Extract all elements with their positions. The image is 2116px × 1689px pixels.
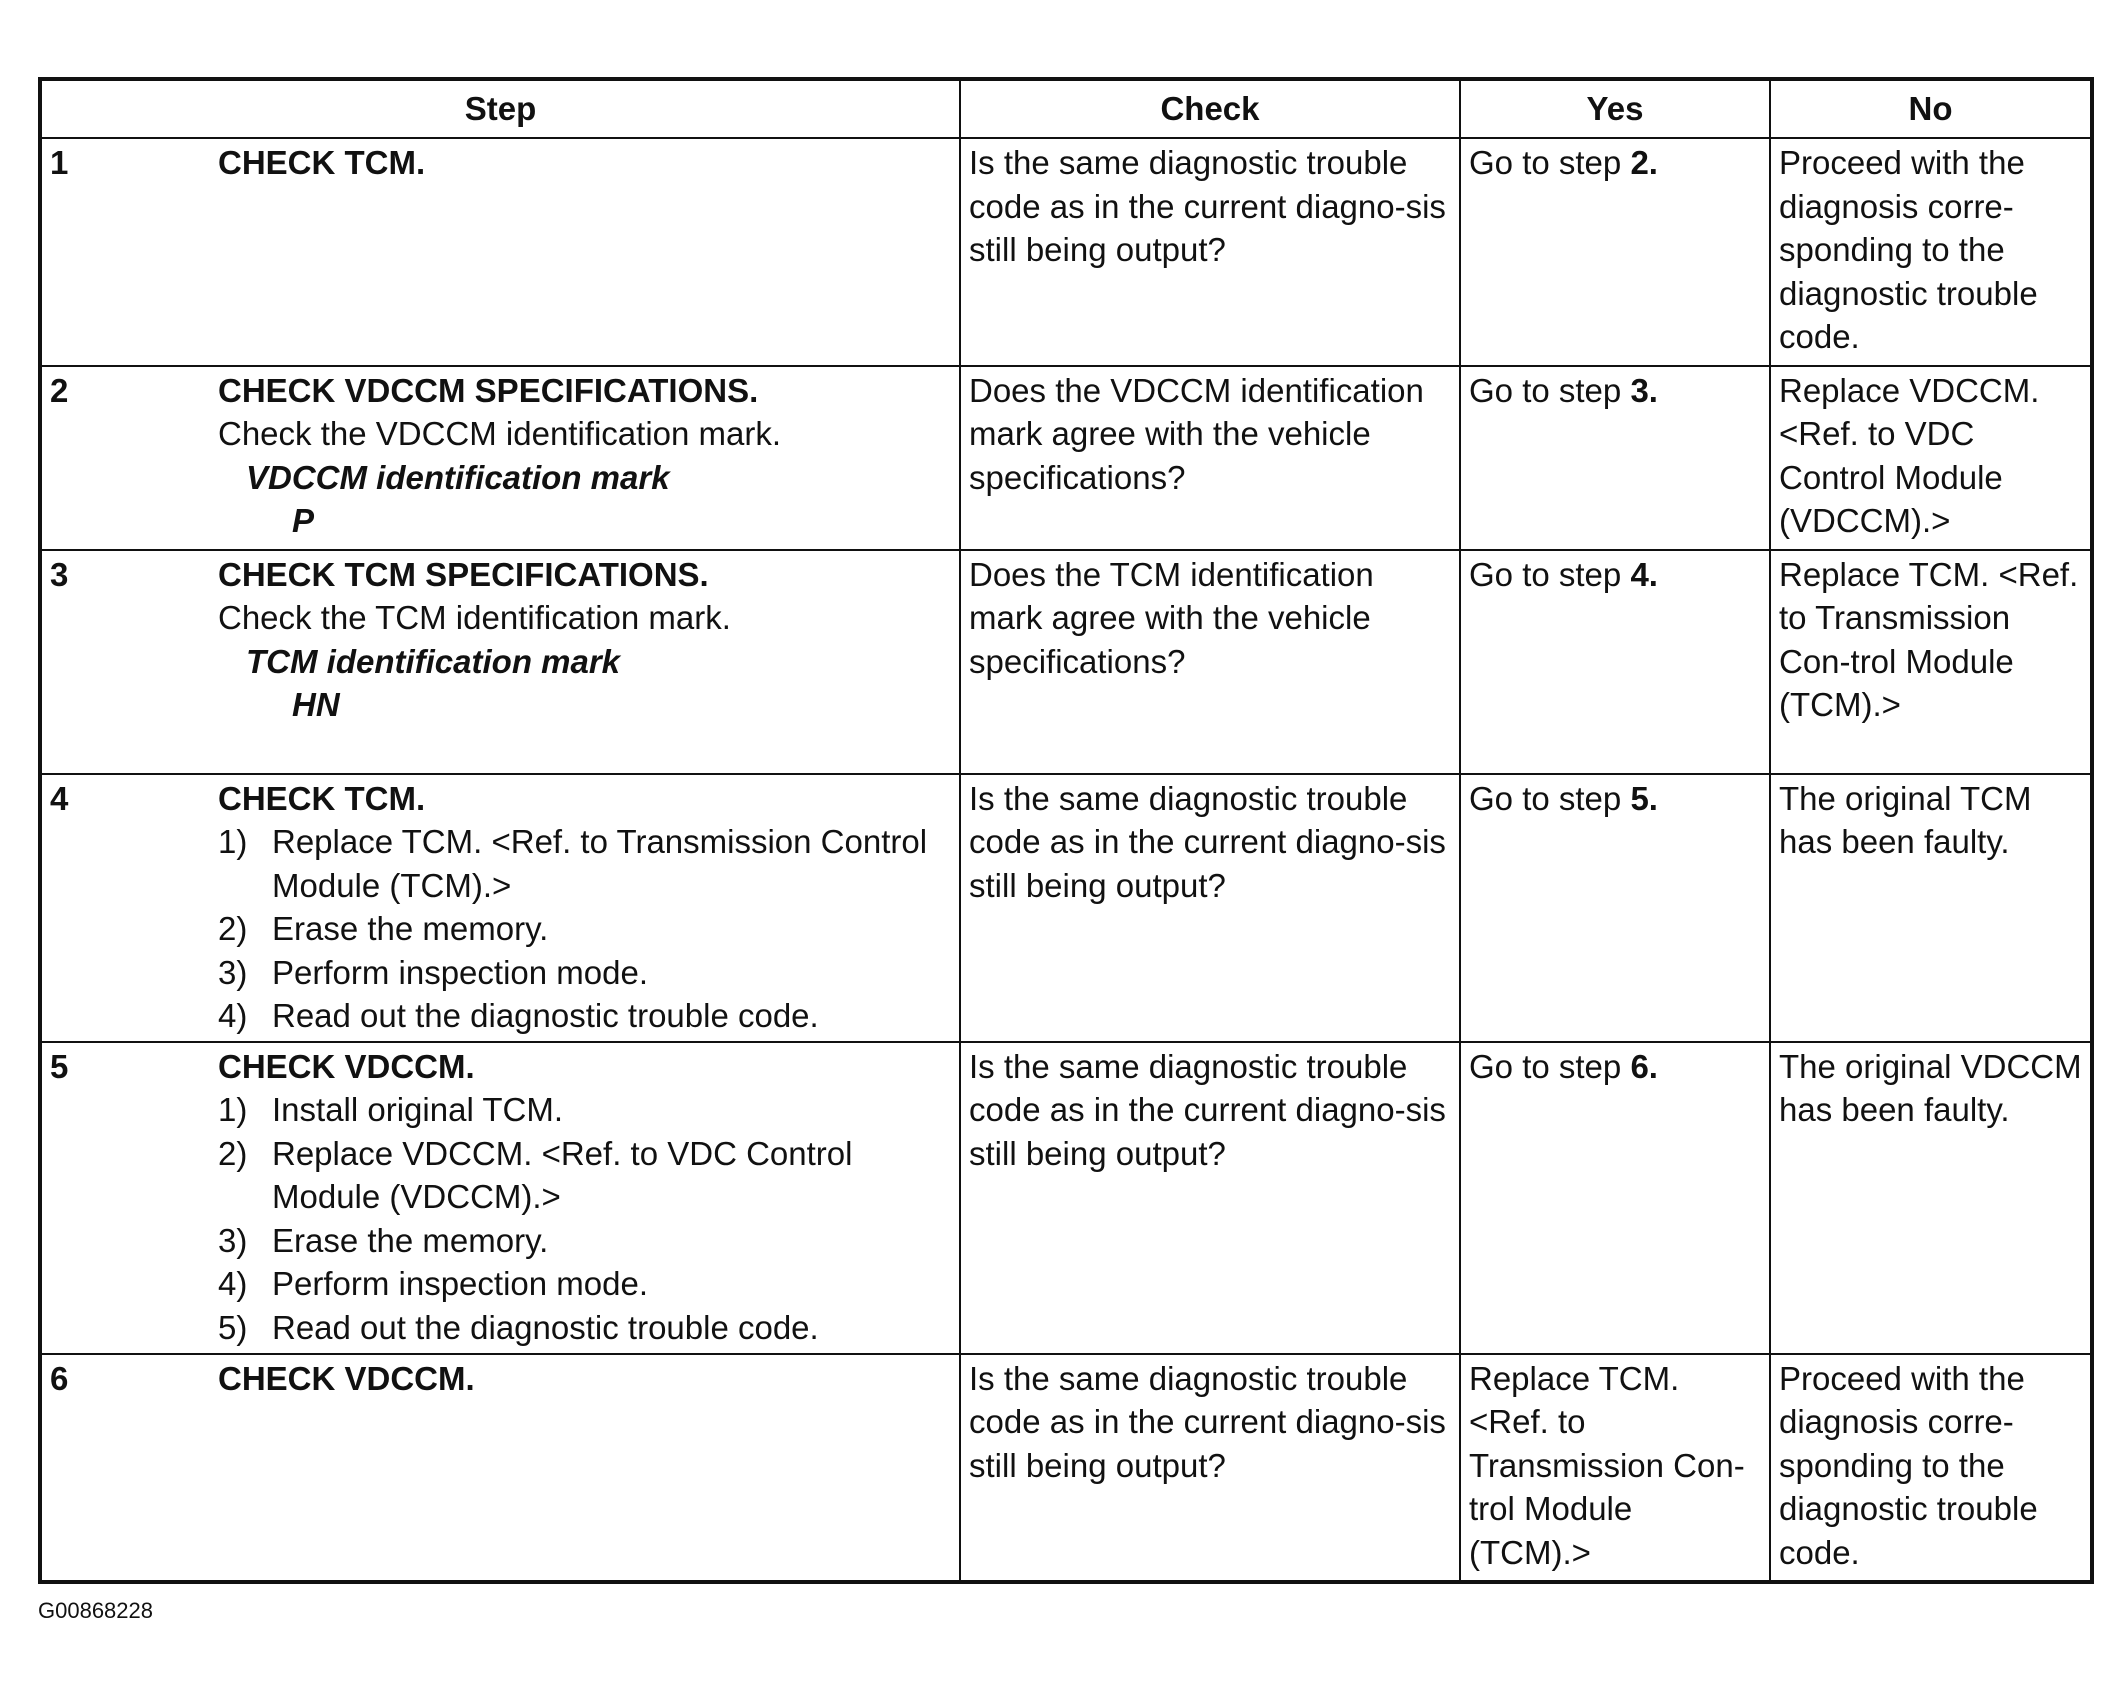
table-row (40, 366, 2092, 550)
substep-number: 1) (218, 1091, 248, 1128)
header-check: Check (960, 79, 1460, 138)
yes-cell (1460, 1354, 1770, 1583)
spec-label: VDCCM identification mark (246, 458, 670, 496)
spec-value: HN (292, 686, 340, 723)
step-cell (40, 550, 960, 774)
yes-prefix: Go to step (1469, 555, 1631, 593)
yes-text (1461, 367, 1769, 419)
substep-number: 3) (218, 953, 248, 991)
substep-number: 3) (218, 1221, 248, 1259)
substep-number: 2) (218, 1134, 248, 1172)
list-item (218, 820, 959, 907)
step-number: 2 (50, 371, 69, 409)
yes-prefix: Go to step (1469, 144, 1631, 181)
substep-text: Read out the diagnostic trouble code. (272, 1308, 819, 1346)
list-item (218, 907, 959, 951)
step-cell (40, 774, 960, 1042)
yes-cell (1460, 550, 1770, 774)
step-title: CHECK TCM. (218, 144, 426, 181)
figure-id: G00868228 (38, 1598, 153, 1623)
substep-text: Replace VDCCM. <Ref. to VDC Control Module (VDCCM).> (272, 1134, 853, 1215)
yes-cell (1460, 138, 1770, 366)
step-title: CHECK VDCCM. (218, 1359, 475, 1397)
check-cell (960, 550, 1460, 774)
yes-step-link: 6. (1630, 1047, 1658, 1085)
substep-number: 1) (218, 823, 248, 860)
check-cell (960, 138, 1460, 366)
yes-cell (1460, 366, 1770, 550)
yes-cell (1460, 774, 1770, 1042)
substep-text: Install original TCM. (272, 1091, 563, 1128)
check-text: Is the same diagnostic trouble code as in the current diagno-sis still being output? (969, 779, 1446, 904)
header-no: No (1770, 79, 2092, 138)
list-item (218, 1088, 959, 1132)
step-number: 1 (50, 144, 69, 181)
yes-prefix: Go to step (1469, 1047, 1631, 1085)
table-row (40, 1354, 2092, 1583)
no-text: Proceed with the diagnosis corre-sponding to the diagnostic trouble code. (1779, 1359, 2038, 1571)
check-text: Does the TCM identification mark agree with the vehicle specifications? (969, 555, 1374, 680)
substep-text: Erase the memory. (272, 1221, 549, 1259)
list-item (218, 1262, 959, 1306)
yes-prefix: Go to step (1469, 779, 1631, 817)
step-title: CHECK VDCCM SPECIFICATIONS. (218, 371, 759, 409)
check-cell (960, 774, 1460, 1042)
list-item (218, 994, 959, 1038)
table-row (40, 774, 2092, 1042)
table-row (40, 138, 2092, 366)
substep-text: Perform inspection mode. (272, 953, 649, 991)
yes-text: Replace TCM. <Ref. to Transmission Con-trol Module (TCM).> (1469, 1359, 1745, 1571)
yes-cell (1460, 1042, 1770, 1354)
no-text: The original VDCCM has been faulty. (1779, 1047, 2082, 1128)
substep-number: 4) (218, 1265, 248, 1302)
yes-step-link: 5. (1630, 779, 1658, 817)
substep-list (218, 1088, 959, 1349)
no-text: The original TCM has been faulty. (1779, 779, 2032, 860)
step-instruction: Check the TCM identification mark. (218, 599, 731, 636)
no-text: Proceed with the diagnosis corre-sponding to the diagnostic trouble code. (1779, 144, 2038, 355)
substep-text: Replace TCM. <Ref. to Transmission Control Module (TCM).> (272, 823, 928, 904)
check-text: Does the VDCCM identification mark agree with the vehicle specifications? (969, 371, 1424, 496)
step-number: 3 (50, 555, 69, 593)
yes-text (1461, 139, 1769, 191)
substep-text: Erase the memory. (272, 910, 549, 947)
yes-step-link: 4. (1630, 555, 1658, 593)
no-cell (1770, 366, 2092, 550)
no-cell (1770, 1042, 2092, 1354)
check-text: Is the same diagnostic trouble code as in the current diagno-sis still being output? (969, 1359, 1446, 1484)
table-row (40, 1042, 2092, 1354)
substep-number: 5) (218, 1308, 248, 1346)
yes-text (1461, 551, 1769, 603)
no-cell (1770, 774, 2092, 1042)
list-item (218, 951, 959, 995)
yes-step-link: 2. (1630, 144, 1658, 181)
check-cell (960, 1042, 1460, 1354)
spec-value: P (292, 502, 315, 539)
step-cell (40, 1354, 960, 1583)
list-item (218, 1132, 959, 1219)
substep-number: 4) (218, 997, 248, 1034)
step-number: 4 (50, 779, 69, 817)
check-cell (960, 1354, 1460, 1583)
substep-number: 2) (218, 910, 248, 947)
list-item (218, 1306, 959, 1350)
step-instruction: Check the VDCCM identification mark. (218, 415, 782, 452)
yes-text (1461, 775, 1769, 827)
step-title: CHECK VDCCM. (218, 1047, 475, 1085)
step-title: CHECK TCM. (218, 779, 426, 817)
substep-text: Perform inspection mode. (272, 1265, 649, 1302)
step-cell (40, 366, 960, 550)
header-step: Step (40, 79, 960, 138)
step-title: CHECK TCM SPECIFICATIONS. (218, 555, 709, 593)
no-text: Replace VDCCM. <Ref. to VDC Control Module (VDCCM).> (1779, 371, 2040, 539)
no-text: Replace TCM. <Ref. to Transmission Con-trol Module (TCM).> (1779, 555, 2079, 723)
substep-list (218, 820, 959, 1038)
spec-label: TCM identification mark (246, 642, 621, 680)
check-cell (960, 366, 1460, 550)
step-cell (40, 138, 960, 366)
step-cell (40, 1042, 960, 1354)
list-item (218, 1219, 959, 1263)
step-number: 5 (50, 1047, 69, 1085)
no-cell (1770, 138, 2092, 366)
substep-text: Read out the diagnostic trouble code. (272, 997, 819, 1034)
header-row (40, 79, 2092, 138)
table-row (40, 550, 2092, 774)
diagnostic-procedure-table (38, 77, 2094, 1584)
no-cell (1770, 550, 2092, 774)
step-number: 6 (50, 1359, 69, 1397)
yes-step-link: 3. (1630, 371, 1658, 409)
no-cell (1770, 1354, 2092, 1583)
yes-prefix: Go to step (1469, 371, 1631, 409)
check-text: Is the same diagnostic trouble code as in the current diagno-sis still being output? (969, 144, 1446, 268)
yes-text (1461, 1043, 1769, 1095)
check-text: Is the same diagnostic trouble code as in the current diagno-sis still being output? (969, 1047, 1446, 1172)
header-yes: Yes (1460, 79, 1770, 138)
